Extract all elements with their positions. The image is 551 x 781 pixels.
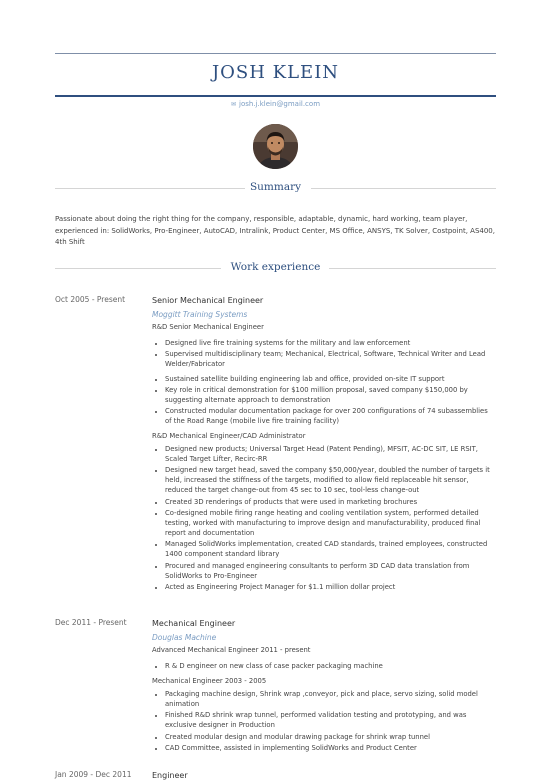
bullet-item: • Co-designed mobile firing range heating and cooling ventilation system, performed detailed testing, worked with manufacturing to improve design and manufacturability, produced final report and documentation	[165, 508, 496, 538]
contact-email[interactable]	[0, 100, 551, 108]
bullet-item: • Sustained satellite building engineering lab and office, provided on-site IT support	[165, 374, 496, 384]
role-label: R&D Senior Mechanical Engineer	[152, 323, 264, 331]
bullet-item: • Designed live fire training systems for the military and law enforcement	[165, 338, 496, 348]
bullet-item: • Finished R&D shrink wrap tunnel, performed validation testing and prototyping, and was exclusive designer in Production	[165, 710, 496, 730]
work-heading: Work experience	[230, 261, 321, 273]
bullet-item: • Key role in critical demonstration for $100 million proposal, saved company $150,000 by suggesting alternate approach to demonstration	[165, 385, 496, 405]
bullet-list	[152, 689, 496, 753]
bullet-item: • Acted as Engineering Project Manager for $1.1 million dollar project	[165, 582, 496, 592]
work-section-header	[55, 261, 496, 275]
bullet-item: • Procured and managed engineering consultants to perform 3D CAD data translation from SolidWorks to Pro-Engineer	[165, 561, 496, 581]
candidate-name: JOSH KLEIN	[211, 62, 340, 83]
bullet-item: • Managed SolidWorks implementation, created CAD standards, trained employees, constructed 1400 component standard library	[165, 539, 496, 559]
bullet-item: • Packaging machine design, Shrink wrap ,conveyor, pick and place, servo sizing, solid model animation	[165, 689, 496, 709]
bullet-item: • Supervised multidisciplinary team; Mechanical, Electrical, Software, Technical Writer and Lead Welder/Fabricator	[165, 349, 496, 369]
bullet-item: • R & D engineer on new class of case packer packaging machine	[165, 661, 496, 671]
avatar	[253, 124, 298, 169]
avatar-photo	[253, 124, 298, 169]
header-bottom-rule	[55, 95, 496, 97]
job-date: Dec 2011 - Present	[55, 618, 127, 627]
job-title: Senior Mechanical Engineer	[152, 296, 264, 305]
company-name[interactable]: Douglas Machine	[152, 633, 217, 642]
summary-text: Passionate about doing the right thing for the company, responsible, adaptable, dynamic, hard working, team player, experienced in: SolidWorks, Pro-Engineer, AutoCAD, Intralink, Product Center, MS Office, ANSYS, TK Solver, Costpoint, AS400, 4th Shift	[55, 215, 495, 246]
email-icon: ✉	[230, 101, 236, 108]
role-label: Advanced Mechanical Engineer 2011 - present	[152, 646, 311, 654]
bullet-list	[152, 661, 496, 671]
bullet-list	[152, 338, 496, 369]
bullet-item: • Designed new target head, saved the company $50,000/year, doubled the number of targets it held, increased the stiffness of the targets, modified to allow field replaceable hit sensor, reduced the target change-out from 45 sec to 10 sec, tool-less change-out	[165, 465, 496, 495]
header-top-rule	[55, 53, 496, 54]
bullet-item: • Created modular design and modular drawing package for shrink wrap tunnel	[165, 732, 496, 742]
job-date: Oct 2005 - Present	[55, 295, 126, 304]
job-title: Engineer	[152, 771, 188, 780]
role-label: Mechanical Engineer 2003 - 2005	[152, 677, 267, 685]
job-date: Jan 2009 - Dec 2011	[55, 770, 132, 779]
role-label: R&D Mechanical Engineer/CAD Administrator	[152, 432, 306, 441]
bullet-item: • Designed new products; Universal Target Head (Patent Pending), MFSIT, AC-DC SIT, LE RSIT, Scaled Target Lifter, Recirc-RR	[165, 444, 496, 464]
email-text: josh.j.klein@gmail.com	[239, 100, 321, 108]
bullet-item: • Constructed modular documentation package for over 200 configurations of 74 subassemblies of the Road Range (mobile live fire training facility)	[165, 406, 496, 426]
bullet-list	[152, 444, 496, 592]
bullet-item: • Created 3D renderings of products that were used in marketing brochures	[165, 497, 496, 507]
summary-heading: Summary	[249, 181, 302, 193]
bullet-item: • CAD Committee, assisted in implementing SolidWorks and Product Center	[165, 743, 496, 753]
company-name[interactable]: Moggitt Training Systems	[152, 310, 248, 319]
job-title: Mechanical Engineer	[152, 619, 236, 628]
bullet-list	[152, 374, 496, 427]
summary-section-header	[55, 181, 496, 195]
job-content	[152, 295, 496, 593]
job-content	[152, 770, 496, 781]
job-content	[152, 618, 496, 754]
